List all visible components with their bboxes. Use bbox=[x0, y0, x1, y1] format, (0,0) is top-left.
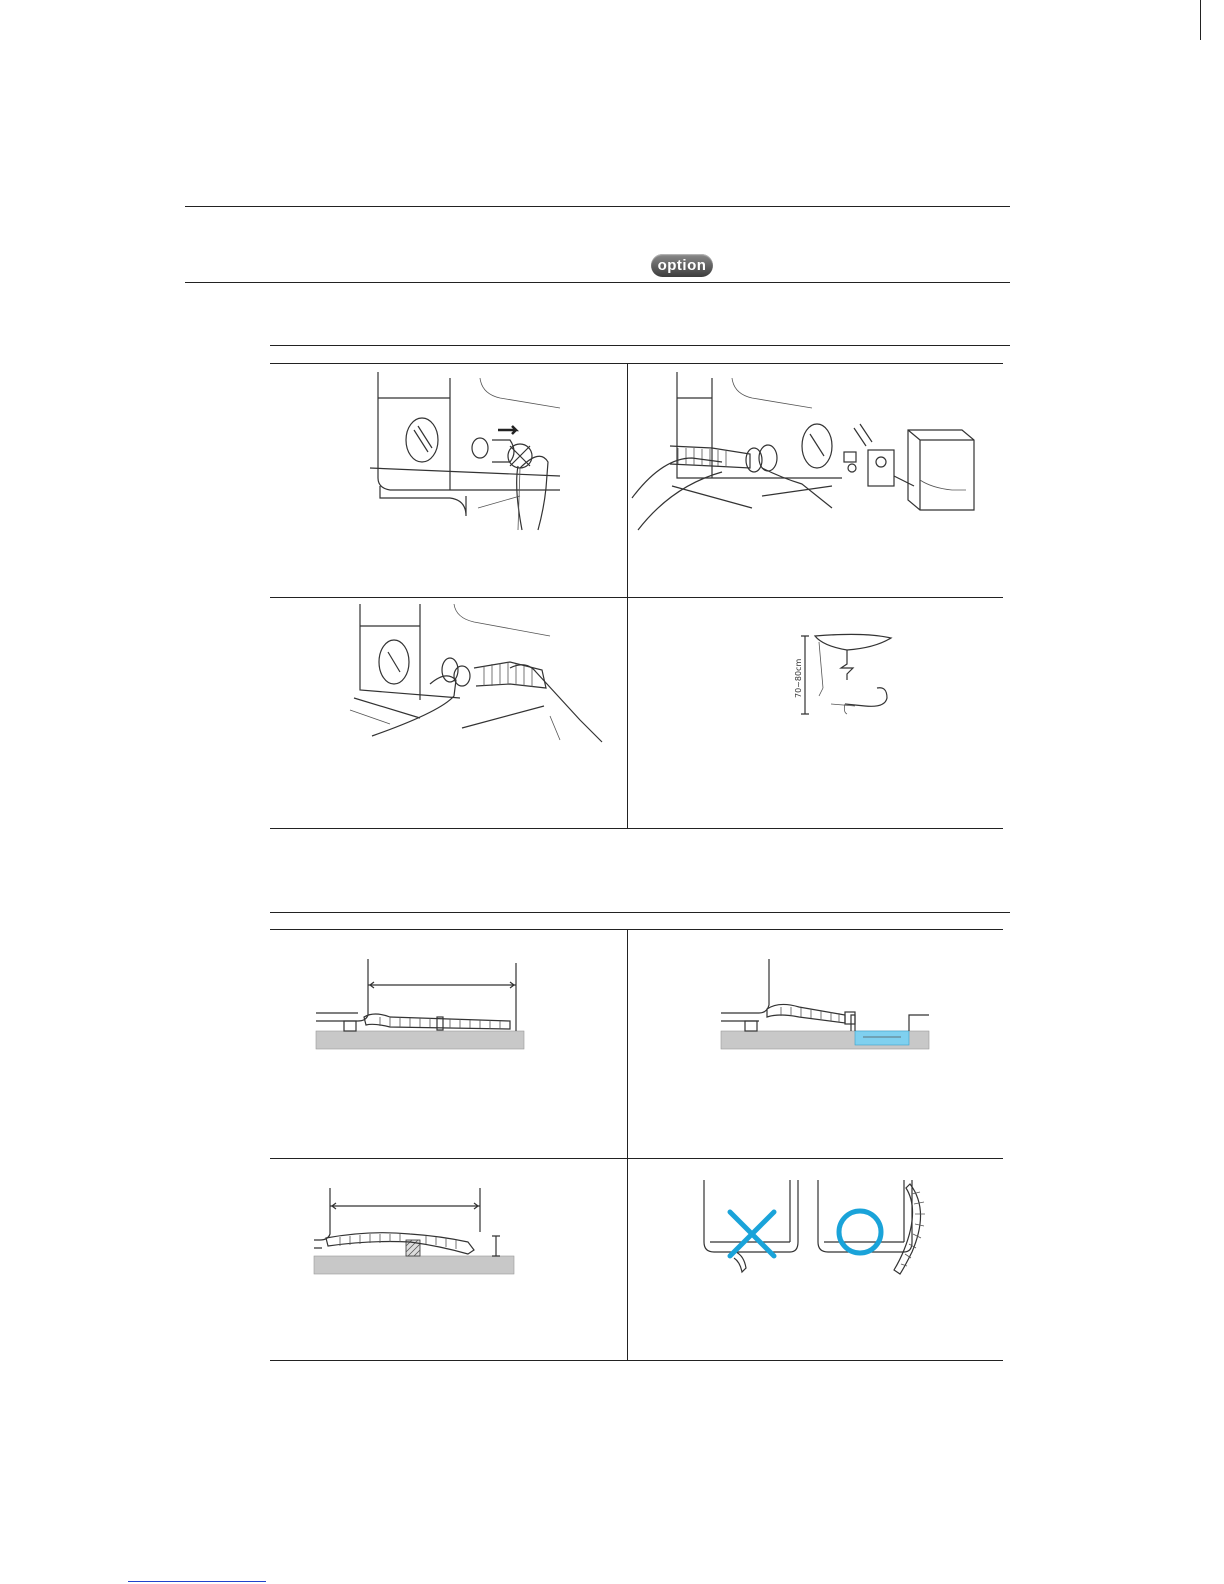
table1-divider bbox=[627, 363, 628, 828]
table1-bottom-rule bbox=[270, 828, 1003, 829]
hose-floor-drain-illustration bbox=[715, 955, 945, 1055]
table1-mid-rule bbox=[270, 597, 1003, 598]
connect-hose-illustration bbox=[632, 368, 992, 538]
table1-header-rule bbox=[270, 363, 1003, 364]
table2-bottom-rule bbox=[270, 1360, 1003, 1361]
sink-height-label: 70~80cm bbox=[794, 658, 803, 698]
table2-header-rule bbox=[270, 929, 1003, 930]
remove-cap-illustration bbox=[370, 368, 570, 538]
hose-length-illustration bbox=[310, 955, 540, 1055]
option-badge: option bbox=[651, 254, 713, 277]
header-bottom-rule bbox=[185, 282, 1010, 283]
attach-hose-illustration bbox=[350, 600, 610, 750]
correct-mark-icon bbox=[839, 1211, 881, 1253]
hose-raised-illustration bbox=[310, 1180, 530, 1280]
wrong-mark-icon bbox=[730, 1212, 774, 1256]
sink-height-illustration bbox=[795, 628, 905, 718]
table2-top-rule bbox=[270, 912, 1010, 913]
hose-routing-comparison-illustration bbox=[700, 1180, 940, 1280]
table2-mid-rule bbox=[270, 1158, 1003, 1159]
footer-link-underline[interactable] bbox=[128, 1581, 266, 1582]
table2-divider bbox=[627, 929, 628, 1360]
header-top-rule bbox=[185, 206, 1010, 207]
table1-top-rule bbox=[270, 345, 1010, 346]
top-right-edge bbox=[1200, 0, 1201, 40]
